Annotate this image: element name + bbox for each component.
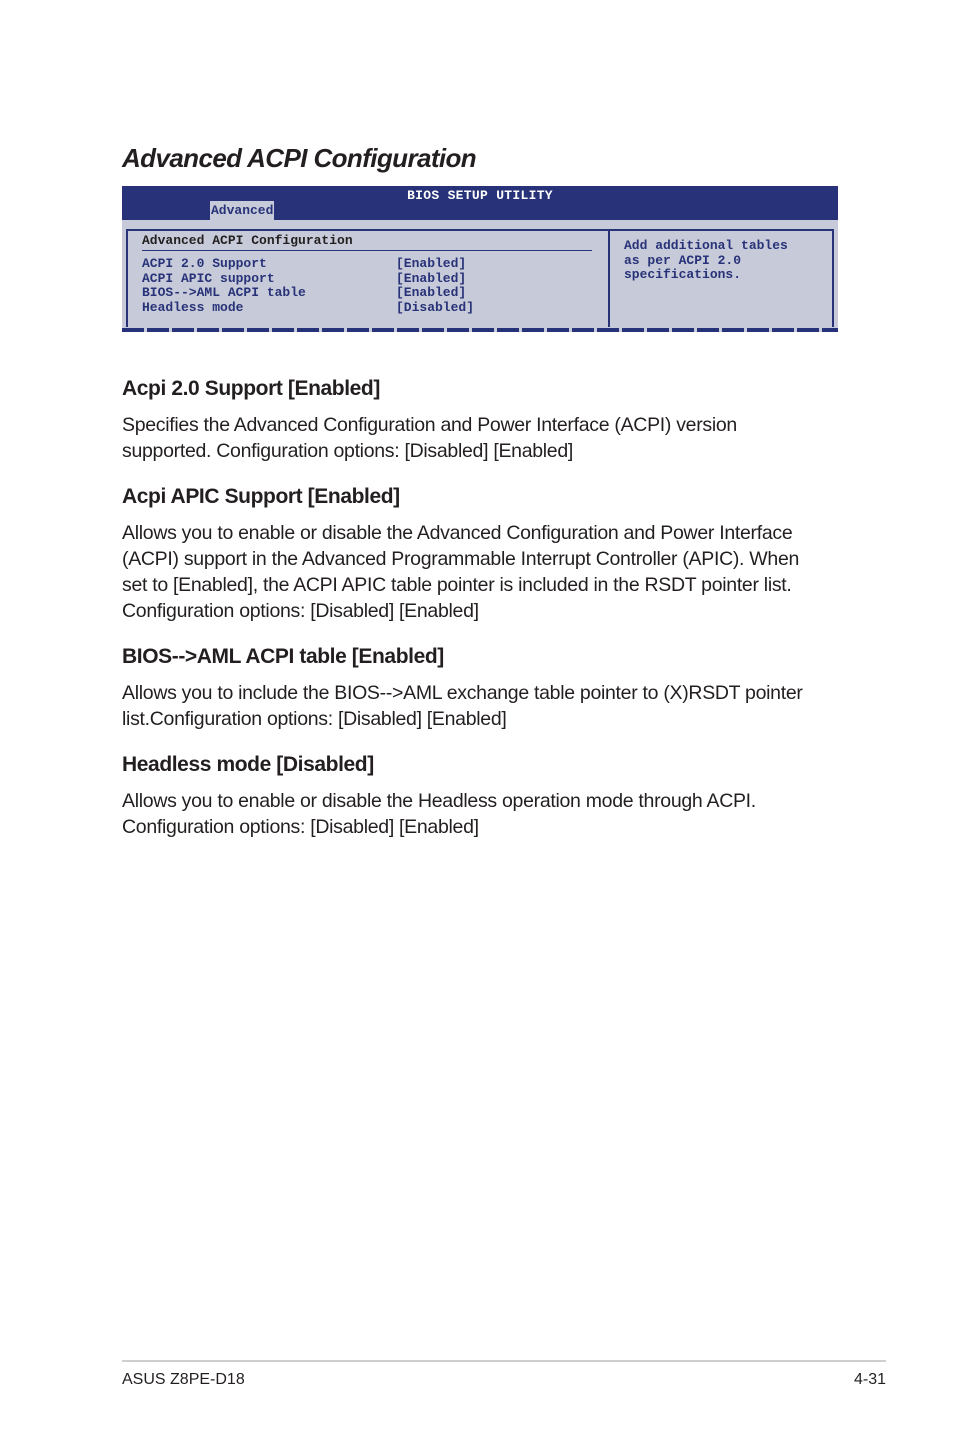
section-heading-headless-mode: Headless mode [Disabled] <box>122 753 374 776</box>
bios-section-divider <box>142 250 592 251</box>
section-heading-acpi-apic: Acpi APIC Support [Enabled] <box>122 485 400 508</box>
body-line: supported. Configuration options: [Disabled] [Enabled] <box>122 440 574 462</box>
setting-value[interactable]: [Enabled] <box>396 270 467 286</box>
body-line: list.Configuration options: [Disabled] [Enabled] <box>122 708 507 730</box>
page-title: Advanced ACPI Configuration <box>122 143 477 173</box>
setting-value[interactable]: [Enabled] <box>396 256 467 271</box>
bios-header-bar <box>122 186 838 220</box>
section-heading-acpi-2-0: Acpi 2.0 Support [Enabled] <box>122 377 380 400</box>
setting-label: ACPI 2.0 Support <box>142 256 267 271</box>
setting-label: Headless mode <box>142 299 244 315</box>
bios-tab-advanced[interactable]: Advanced <box>211 203 274 218</box>
bios-settings-panel <box>126 229 608 327</box>
footer-divider <box>122 1360 886 1362</box>
section-body-headless-mode <box>122 788 842 840</box>
help-line: as per ACPI 2.0 <box>624 252 742 268</box>
bios-section-title: Advanced ACPI Configuration <box>142 233 353 248</box>
setting-value[interactable]: [Enabled] <box>396 285 467 300</box>
body-line: (ACPI) support in the Advanced Programmable Interrupt Controller (APIC). When <box>122 548 800 570</box>
section-body-acpi-2-0 <box>122 412 842 464</box>
bios-screenshot <box>122 186 838 332</box>
setting-label: ACPI APIC support <box>142 270 275 286</box>
body-line: Configuration options: [Disabled] [Enabled] <box>122 600 479 622</box>
setting-label: BIOS-->AML ACPI table <box>142 285 306 300</box>
body-line: Allows you to include the BIOS-->AML exchange table pointer to (X)RSDT pointer <box>122 682 803 704</box>
section-body-aml-table <box>122 680 842 732</box>
section-heading-aml-table: BIOS-->AML ACPI table [Enabled] <box>122 645 444 668</box>
bios-header-title: BIOS SETUP UTILITY <box>407 188 553 203</box>
bios-help-panel <box>608 229 834 327</box>
body-line: Allows you to enable or disable the Headless operation mode through ACPI. <box>122 790 756 812</box>
body-line: Specifies the Advanced Configuration and Power Interface (ACPI) version <box>122 414 737 436</box>
bios-help-text <box>624 239 824 283</box>
setting-value[interactable]: [Disabled] <box>396 299 475 315</box>
help-line: specifications. <box>624 267 742 282</box>
body-line: Configuration options: [Disabled] [Enabled] <box>122 816 479 838</box>
footer-product: ASUS Z8PE-D18 <box>122 1371 245 1388</box>
body-line: set to [Enabled], the ACPI APIC table pointer is included in the RSDT pointer list. <box>122 574 792 596</box>
body-line: Allows you to enable or disable the Advanced Configuration and Power Interface <box>122 522 793 544</box>
bios-bottom-border <box>122 328 838 332</box>
footer-page-number: 4-31 <box>853 1371 886 1388</box>
help-line: Add additional tables <box>624 238 788 253</box>
section-body-acpi-apic <box>122 520 842 624</box>
